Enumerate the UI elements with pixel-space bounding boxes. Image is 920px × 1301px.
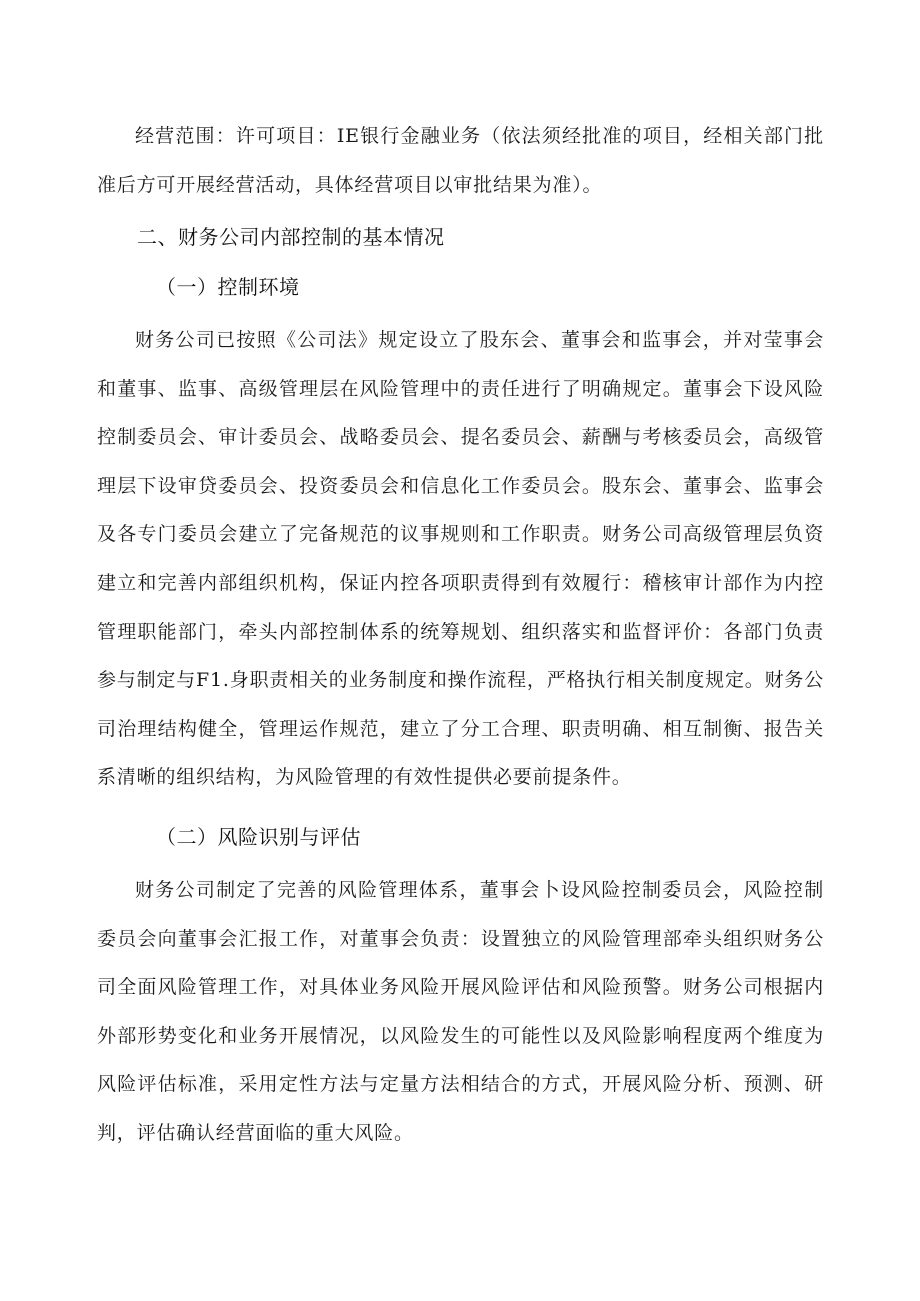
subsection-heading-control-environment: （一）控制环境 [156,275,300,299]
subsection-heading-risk-assessment: （二）风险识别与评估 [156,825,361,849]
risk-assessment-paragraph: 财务公司制定了完善的风险管理体系，董事会卜设风险控制委员会，风险控制委员会向董事会汇报工作，对董事会负责：设置独立的风险管理部牵头组织财务公司全面风险管理工作，对具体业务风险开展风险评估和风险预警。财务公司根据内外部形势变化和业务开展情况，以风险发生的可能性以及风险影响程度两个维度为风险评估标准，采用定性方法与定量方法相结合的方式，开展风险分析、预测、研判，评估确认经营面临的重大风险。 [97,879,824,1144]
section-heading: 二、财务公司内部控制的基本情况 [137,225,445,249]
control-environment-paragraph: 财务公司已按照《公司法》规定设立了股东会、董事会和监事会，并对莹事会和董事、监事、高级管理层在风险管理中的责任进行了明确规定。董事会下设风险控制委员会、审计委员会、战略委员会、提名委员会、薪酬与考核委员会，高级管理层下设审贷委员会、投资委员会和信息化工作委员会。股东会、董事会、监事会及各专门委员会建立了完备规范的议事规则和工作职责。财务公司高级管理层负资建立和完善内部组织机构，保证内控各项职责得到有效履行：稽核审计部作为内控管理职能部门，牵头内部控制体系的统筹规划、组织落实和监督评价：各部门负责参与制定与F1.身职责相关的业务制度和操作流程，严格执行相关制度规定。财务公司治理结构健全，管理运作规范，建立了分工合理、职责明确、相互制衡、报告关系清晰的组织结构，为风险管理的有效性提供必要前提条件。 [97,329,824,789]
business-scope-paragraph: 经营范围：许可项目：IE银行金融业务（依法须经批准的项目，经相关部门批准后方可开展经营活动，具体经营项目以审批结果为准）。 [97,125,824,196]
